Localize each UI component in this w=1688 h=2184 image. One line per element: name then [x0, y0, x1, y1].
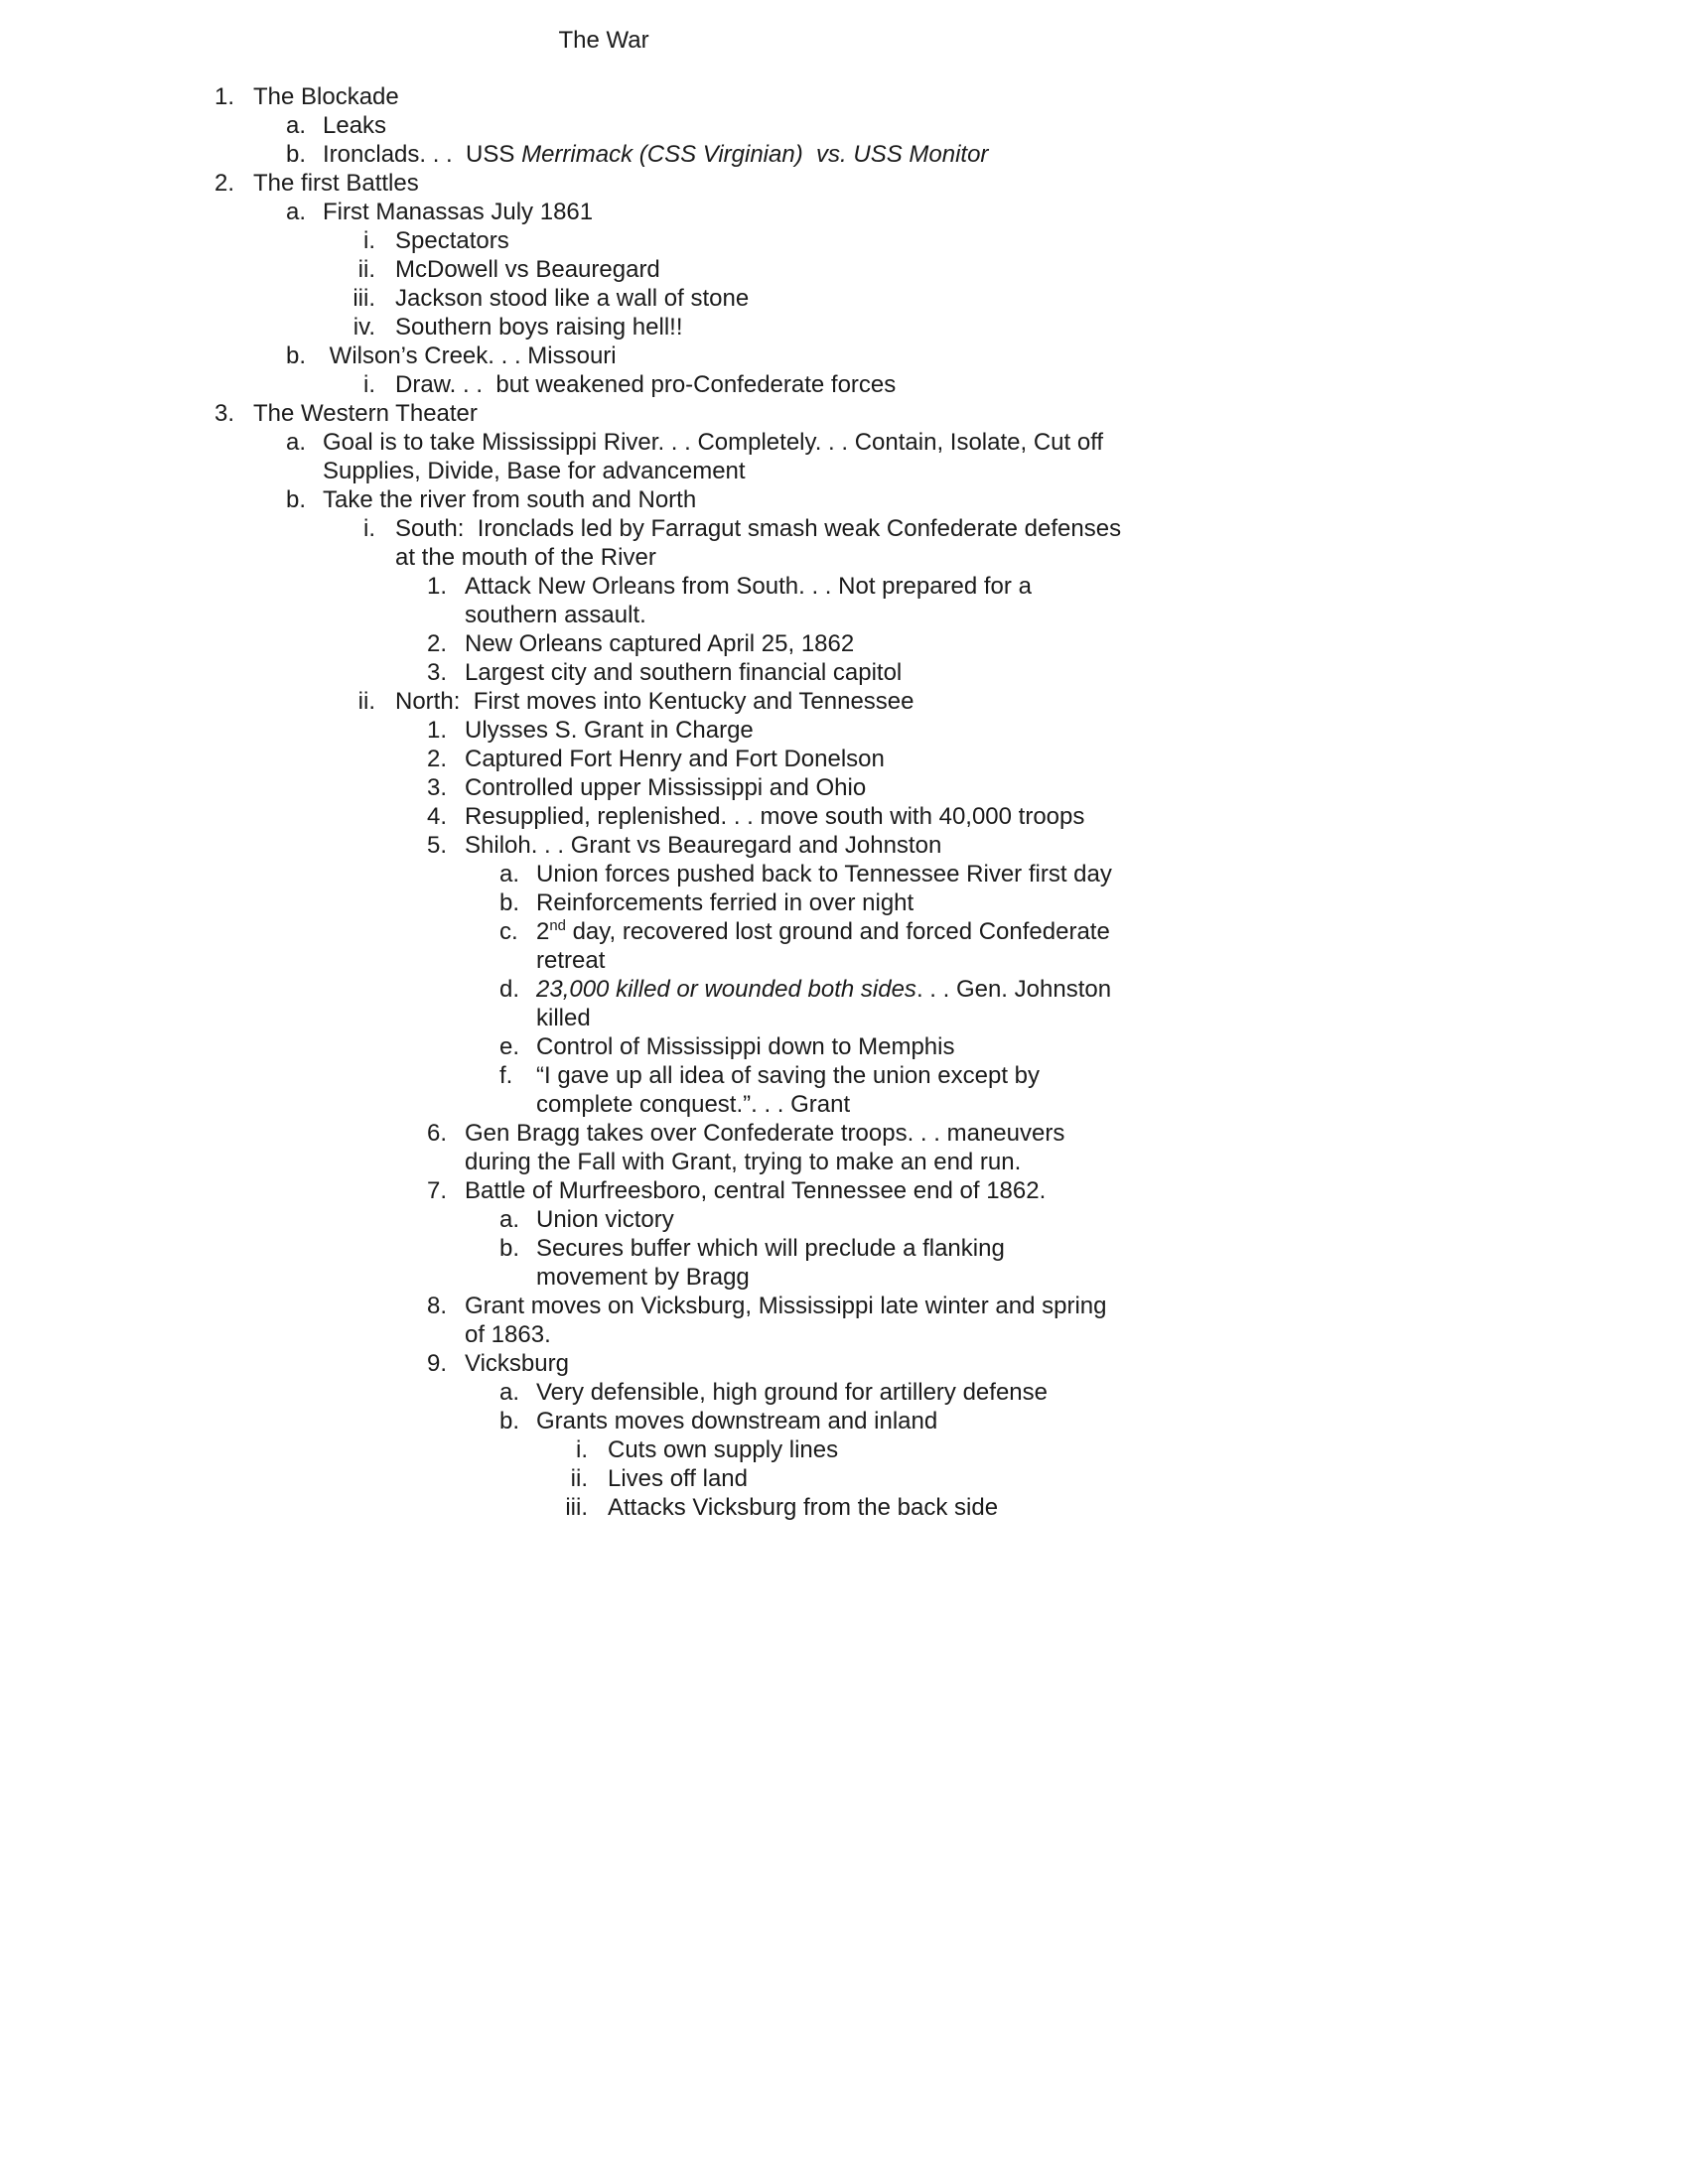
- list-marker: a.: [286, 199, 307, 225]
- outline-text: Battle of Murfreesboro, central Tennessee end of 1862.: [465, 1177, 1047, 1204]
- outline-text: Take the river from south and North: [323, 486, 697, 513]
- outline-item: [0, 198, 1688, 226]
- outline-text: Cuts own supply lines: [608, 1436, 839, 1463]
- outline-item: [0, 1435, 1688, 1464]
- list-marker: i.: [363, 227, 375, 254]
- list-marker: c.: [499, 918, 518, 945]
- outline-text: Control of Mississippi down to Memphis: [536, 1033, 955, 1060]
- outline-item: [0, 629, 1688, 658]
- list-marker: a.: [286, 112, 307, 139]
- list-marker: ii.: [357, 256, 375, 283]
- outline-text: Attacks Vicksburg from the back side: [608, 1494, 999, 1521]
- outline-text: Grants moves downstream and inland: [536, 1408, 938, 1434]
- list-marker: 5.: [427, 832, 448, 859]
- outline-item: [0, 1292, 1688, 1349]
- outline-item: [0, 1061, 1688, 1119]
- outline-text: Lives off land: [608, 1465, 748, 1492]
- outline-text: First Manassas July 1861: [323, 199, 594, 225]
- outline-text: Attack New Orleans from South. . . Not prepared for a: [465, 573, 1032, 600]
- list-marker: b.: [286, 141, 307, 168]
- outline-item: [0, 1349, 1688, 1378]
- outline-item: [0, 313, 1688, 341]
- list-marker: iii.: [565, 1494, 588, 1521]
- list-marker: a.: [499, 1206, 520, 1233]
- outline-text: Southern boys raising hell!!: [395, 314, 683, 341]
- outline-text: complete conquest.”. . . Grant: [536, 1091, 851, 1118]
- outline-item: [0, 917, 1688, 975]
- outline-item: [0, 888, 1688, 917]
- outline-item: [0, 1205, 1688, 1234]
- list-marker: i.: [363, 371, 375, 398]
- list-marker: 9.: [427, 1350, 448, 1377]
- outline-text: killed: [536, 1005, 591, 1031]
- outline-item: [0, 1493, 1688, 1522]
- outline-item: [0, 399, 1688, 428]
- outline-text: “I gave up all idea of saving the union except by: [536, 1062, 1040, 1089]
- outline-text: Shiloh. . . Grant vs Beauregard and Johnston: [465, 832, 942, 859]
- list-marker: 1.: [427, 717, 448, 744]
- outline-item: [0, 140, 1688, 169]
- outline-text: Jackson stood like a wall of stone: [395, 285, 750, 312]
- outline-text: Very defensible, high ground for artillery defense: [536, 1379, 1048, 1406]
- outline-text: southern assault.: [465, 602, 646, 628]
- list-marker: 2.: [427, 630, 448, 657]
- list-marker: 3.: [214, 400, 235, 427]
- outline-item: [0, 370, 1688, 399]
- list-marker: ii.: [357, 688, 375, 715]
- outline-text: Supplies, Divide, Base for advancement: [323, 458, 746, 484]
- outline-item: [0, 860, 1688, 888]
- outline-text: 2nd day, recovered lost ground and forced Confederate: [536, 918, 1110, 945]
- outline-item: [0, 1234, 1688, 1292]
- outline: [0, 82, 1688, 1522]
- list-marker: 1.: [214, 83, 235, 110]
- outline-item: [0, 341, 1688, 370]
- outline-item: [0, 226, 1688, 255]
- outline-text: Grant moves on Vicksburg, Mississippi late winter and spring: [465, 1293, 1107, 1319]
- outline-text: Largest city and southern financial capitol: [465, 659, 903, 686]
- outline-text: during the Fall with Grant, trying to make an end run.: [465, 1149, 1022, 1175]
- outline-text: Ulysses S. Grant in Charge: [465, 717, 754, 744]
- outline-text: The Western Theater: [253, 400, 478, 427]
- list-marker: 1.: [427, 573, 448, 600]
- list-marker: 4.: [427, 803, 448, 830]
- outline-item: [0, 716, 1688, 745]
- list-marker: e.: [499, 1033, 520, 1060]
- outline-text: New Orleans captured April 25, 1862: [465, 630, 855, 657]
- outline-item: [0, 428, 1688, 485]
- outline-item: [0, 572, 1688, 629]
- outline-text: North: First moves into Kentucky and Tennessee: [395, 688, 914, 715]
- list-marker: iii.: [352, 285, 375, 312]
- outline-text: Resupplied, replenished. . . move south with 40,000 troops: [465, 803, 1085, 830]
- outline-item: [0, 82, 1688, 111]
- list-marker: a.: [499, 861, 520, 887]
- outline-item: [0, 1378, 1688, 1407]
- document-title: The War: [558, 27, 649, 54]
- outline-item: [0, 745, 1688, 773]
- outline-text: Union victory: [536, 1206, 674, 1233]
- list-marker: f.: [499, 1062, 513, 1089]
- outline-item: [0, 975, 1688, 1032]
- outline-text: of 1863.: [465, 1321, 551, 1348]
- list-marker: b.: [286, 342, 307, 369]
- list-marker: i.: [363, 515, 375, 542]
- outline-item: [0, 687, 1688, 716]
- outline-item: [0, 514, 1688, 572]
- outline-text: Controlled upper Mississippi and Ohio: [465, 774, 867, 801]
- outline-text: The Blockade: [253, 83, 399, 110]
- outline-item: [0, 255, 1688, 284]
- outline-item: [0, 1407, 1688, 1435]
- list-marker: 7.: [427, 1177, 448, 1204]
- outline-text: Draw. . . but weakened pro-Confederate forces: [395, 371, 897, 398]
- outline-text: South: Ironclads led by Farragut smash weak Confederate defenses: [395, 515, 1122, 542]
- list-marker: a.: [286, 429, 307, 456]
- outline-text: Secures buffer which will preclude a flanking: [536, 1235, 1005, 1262]
- outline-text: Reinforcements ferried in over night: [536, 889, 914, 916]
- outline-text: McDowell vs Beauregard: [395, 256, 660, 283]
- outline-text: at the mouth of the River: [395, 544, 656, 571]
- outline-text: The first Battles: [253, 170, 419, 197]
- outline-item: [0, 773, 1688, 802]
- outline-text: Goal is to take Mississippi River. . . Completely. . . Contain, Isolate, Cut off: [323, 429, 1104, 456]
- list-marker: d.: [499, 976, 520, 1003]
- outline-text: Spectators: [395, 227, 509, 254]
- list-marker: 6.: [427, 1120, 448, 1147]
- list-marker: a.: [499, 1379, 520, 1406]
- list-marker: b.: [286, 486, 307, 513]
- outline-text: retreat: [536, 947, 606, 974]
- outline-text: Wilson’s Creek. . . Missouri: [323, 342, 617, 369]
- outline-text: movement by Bragg: [536, 1264, 750, 1291]
- outline-text: Gen Bragg takes over Confederate troops. . . maneuvers: [465, 1120, 1065, 1147]
- outline-item: [0, 802, 1688, 831]
- outline-text: Leaks: [323, 112, 387, 139]
- outline-text: Ironclads. . . USS Merrimack (CSS Virginian) vs. USS Monitor: [323, 141, 989, 168]
- list-marker: 8.: [427, 1293, 448, 1319]
- list-marker: 2.: [427, 746, 448, 772]
- outline-item: [0, 831, 1688, 860]
- outline-item: [0, 111, 1688, 140]
- outline-text: 23,000 killed or wounded both sides. . . Gen. Johnston: [536, 976, 1112, 1003]
- outline-item: [0, 1176, 1688, 1205]
- outline-item: [0, 284, 1688, 313]
- list-marker: 3.: [427, 774, 448, 801]
- outline-text: Captured Fort Henry and Fort Donelson: [465, 746, 885, 772]
- outline-item: [0, 1119, 1688, 1176]
- list-marker: 3.: [427, 659, 448, 686]
- outline-item: [0, 485, 1688, 514]
- list-marker: ii.: [570, 1465, 588, 1492]
- list-marker: b.: [499, 889, 520, 916]
- outline-text: Vicksburg: [465, 1350, 569, 1377]
- list-marker: iv.: [352, 314, 375, 341]
- outline-item: [0, 1464, 1688, 1493]
- outline-item: [0, 658, 1688, 687]
- list-marker: i.: [576, 1436, 588, 1463]
- list-marker: 2.: [214, 170, 235, 197]
- outline-text: Union forces pushed back to Tennessee River first day: [536, 861, 1112, 887]
- outline-item: [0, 169, 1688, 198]
- list-marker: b.: [499, 1408, 520, 1434]
- outline-item: [0, 1032, 1688, 1061]
- list-marker: b.: [499, 1235, 520, 1262]
